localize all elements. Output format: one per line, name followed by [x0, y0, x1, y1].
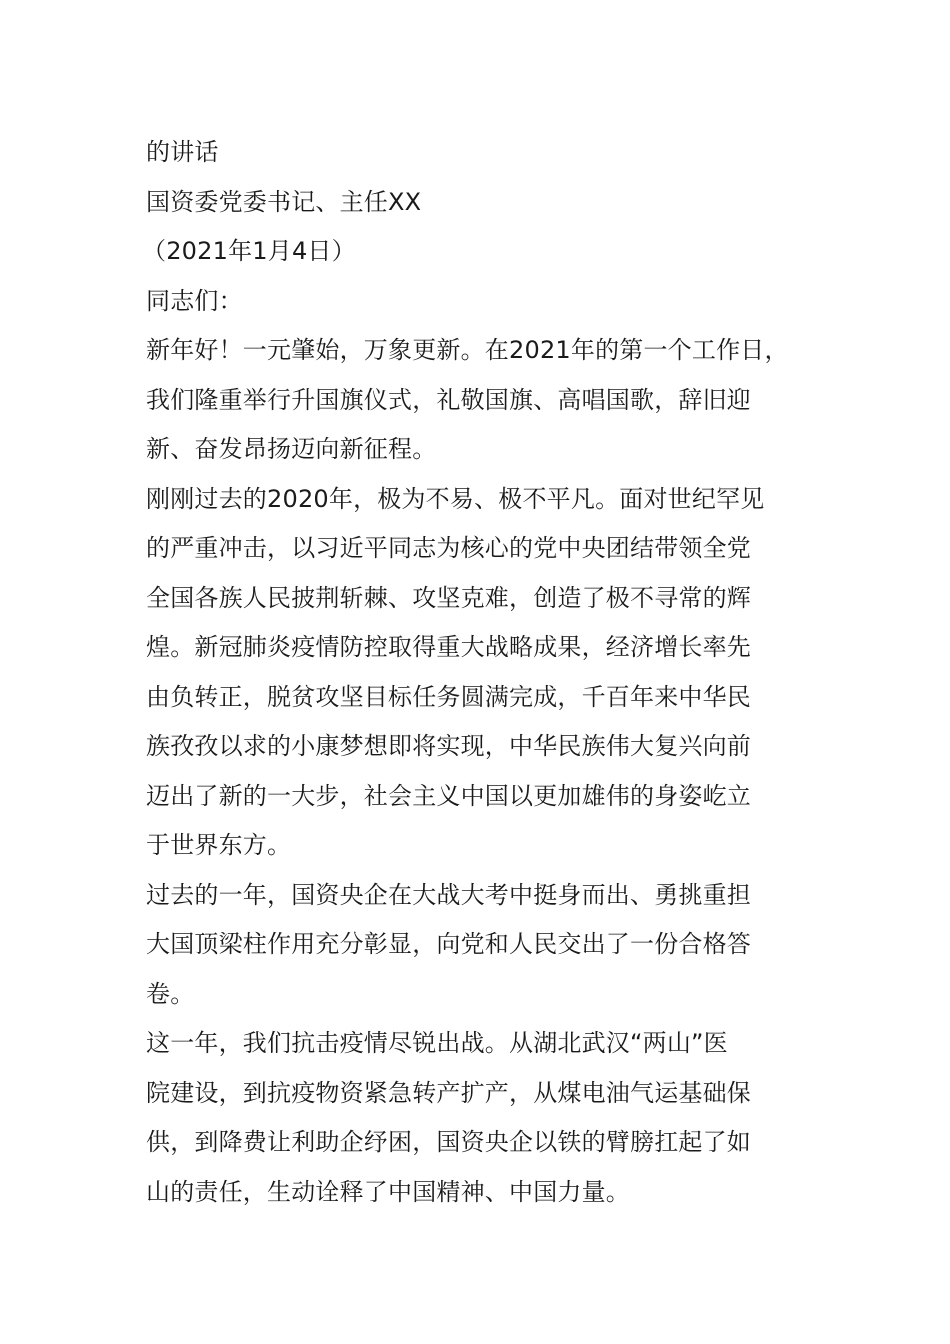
document-body	[142, 128, 836, 1217]
paragraph-line: 卷。	[146, 979, 195, 1008]
paragraph-line: 全国各族人民披荆斩棘、攻坚克难，创造了极不寻常的辉	[146, 583, 751, 612]
paragraph-line: 的严重冲击，以习近平同志为核心的党中央团结带领全党	[146, 534, 751, 562]
speech-date: （2021年1月4日）	[142, 237, 356, 265]
paragraph-line: 这一年，我们抗击疫情尽锐出战。从湖北武汉“两山”医	[146, 1029, 728, 1057]
paragraph-line: 族孜孜以求的小康梦想即将实现，中华民族伟大复兴向前	[146, 732, 751, 760]
salutation: 同志们：	[146, 286, 243, 315]
speaker-line: 国资委党委书记、主任XX	[146, 187, 422, 216]
paragraph-line: 煌。新冠肺炎疫情防控取得重大战略成果，经济增长率先	[146, 633, 751, 661]
paragraph-line: 院建设，到抗疫物资紧急转产扩产，从煤电油气运基础保	[146, 1078, 751, 1107]
paragraph-line: 过去的一年，国资央企在大战大考中挺身而出、勇挑重担	[146, 880, 751, 909]
paragraph-line: 刚刚过去的2020年，极为不易、极不平凡。面对世纪罕见	[146, 484, 765, 513]
paragraph-line: 山的责任，生动诠释了中国精神、中国力量。	[146, 1177, 630, 1206]
paragraph-line: 大国顶梁柱作用充分彰显，向党和人民交出了一份合格答	[146, 930, 751, 958]
speech-title-fragment: 的讲话	[146, 138, 219, 166]
paragraph-line: 新年好！一元肇始，万象更新。在2021年的第一个工作日，	[146, 336, 789, 364]
paragraph-line: 于世界东方。	[146, 831, 292, 859]
paragraph-line: 迈出了新的一大步，社会主义中国以更加雄伟的身姿屹立	[146, 781, 751, 810]
paragraph-line: 新、奋发昂扬迈向新征程。	[146, 435, 437, 463]
paragraph-line: 我们隆重举行升国旗仪式，礼敬国旗、高唱国歌，辞旧迎	[146, 385, 751, 414]
paragraph-line: 供，到降费让利助企纾困，国资央企以铁的臂膀扛起了如	[146, 1128, 751, 1156]
paragraph-line: 由负转正，脱贫攻坚目标任务圆满完成，千百年来中华民	[146, 682, 751, 711]
